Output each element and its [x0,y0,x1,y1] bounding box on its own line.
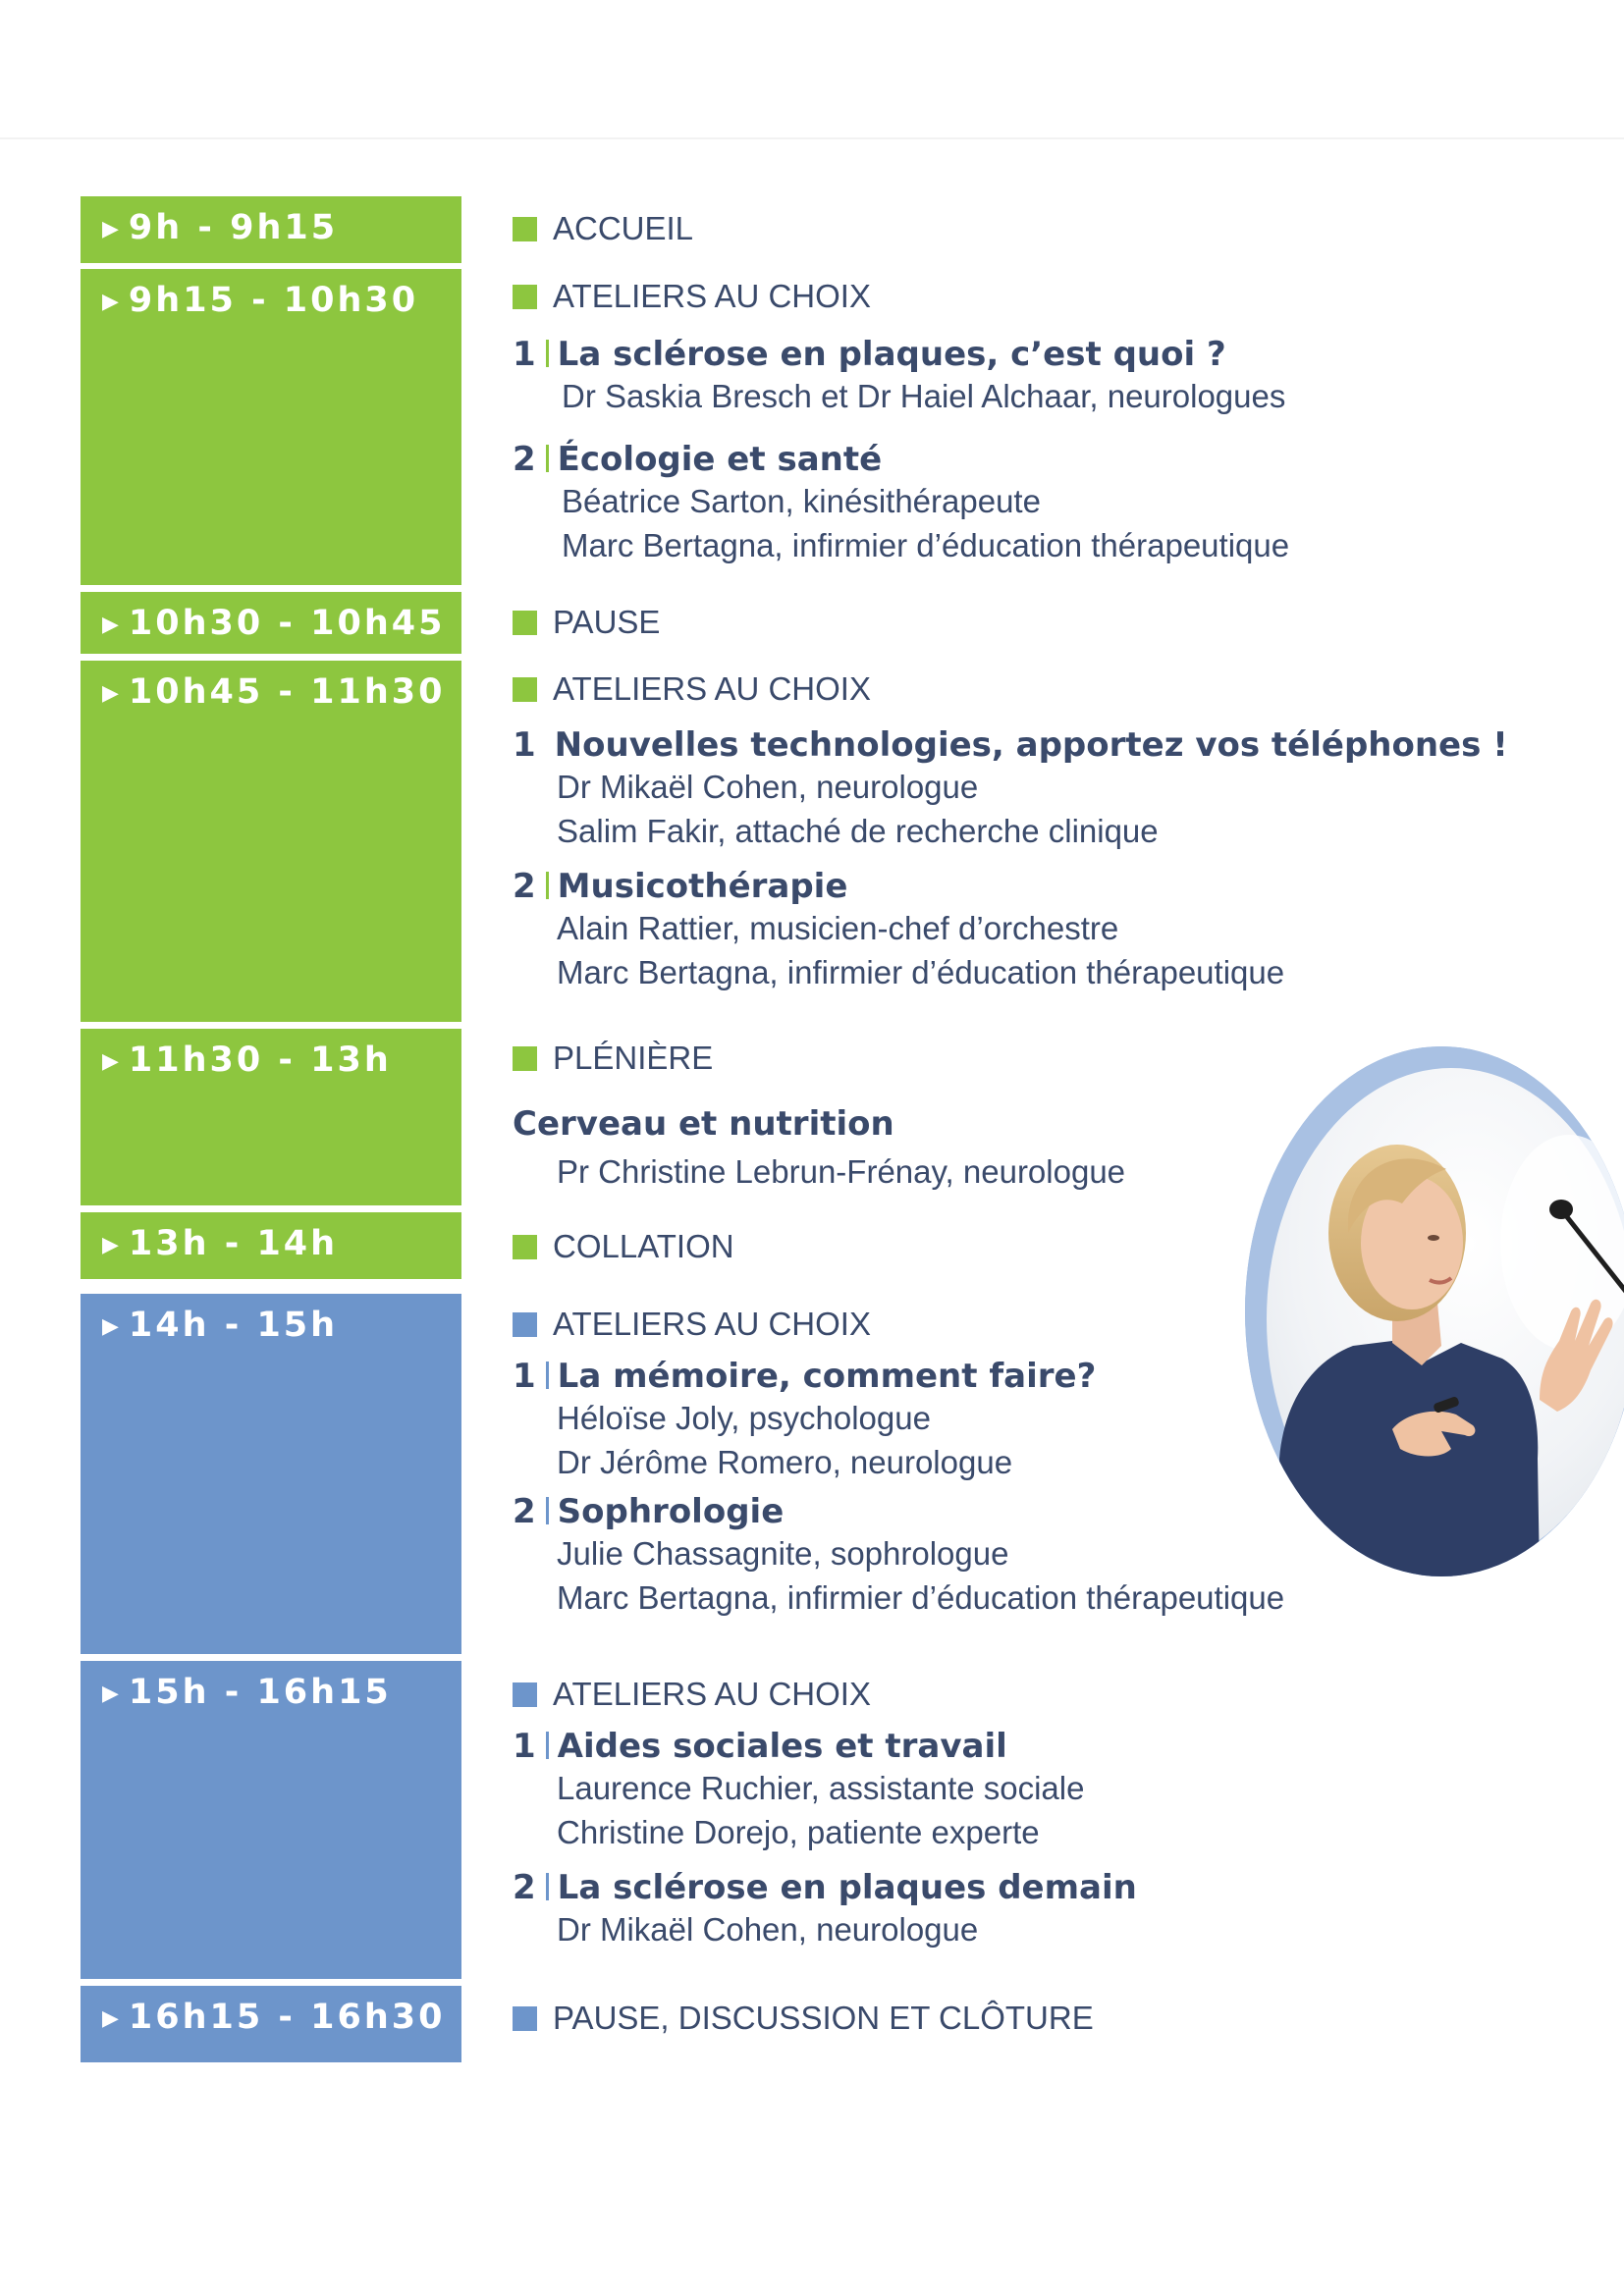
workshop-number: 2 [513,440,536,479]
triangle-right-icon: ▶ [102,2006,119,2031]
workshop-number: 2 [513,1492,536,1531]
program-accueil [513,210,1494,247]
triangle-right-icon: ▶ [102,1682,119,1706]
square-icon [513,1235,537,1259]
triangle-right-icon: ▶ [102,217,119,241]
speaker: Alain Rattier, musicien-chef d’orchestre [557,910,1119,946]
section-title: ATELIERS AU CHOIX [553,278,871,314]
speaker: Dr Saskia Bresch et Dr Haiel Alchaar, neurologues [562,378,1286,414]
speaker: Dr Mikaël Cohen, neurologue [557,769,979,805]
program-ateliers-2 [513,670,1508,994]
time-label: 10h30 - 10h45 [128,604,446,643]
time-slot-1 [81,196,461,263]
workshop-title: Musicothérapie [557,867,848,906]
square-icon [513,1046,537,1071]
top-divider [0,137,1624,139]
speaker: Héloïse Joly, psychologue [557,1400,931,1436]
separator-bar [546,340,549,367]
triangle-right-icon: ▶ [102,613,119,637]
speaker: Dr Jérôme Romero, neurologue [557,1444,1013,1480]
workshop [513,867,1494,994]
time-label: 16h15 - 16h30 [128,1998,446,2037]
workshop-title: Aides sociales et travail [557,1727,1007,1766]
time-slot-8 [81,1661,461,1979]
section-title: PAUSE [553,604,661,640]
program-ateliers-1 [513,278,1494,567]
program-pause [513,604,1494,641]
speaker: Pr Christine Lebrun-Frénay, neurologue [557,1153,1126,1190]
time-label: 10h45 - 11h30 [128,672,446,712]
section-title: ATELIERS AU CHOIX [553,670,871,707]
workshop-title: La sclérose en plaques demain [557,1868,1137,1907]
workshop-title: Sophrologie [557,1492,785,1531]
square-icon [513,2006,537,2031]
speaker: Laurence Ruchier, assistante sociale [557,1770,1085,1806]
time-slot-7 [81,1294,461,1654]
workshop-number: 1 [513,335,536,374]
speaker: Christine Dorejo, patiente experte [557,1814,1040,1850]
time-slot-9 [81,1986,461,2062]
separator-bar [546,1362,549,1389]
speaker: Dr Mikaël Cohen, neurologue [557,1911,979,1948]
workshop-number: 1 [513,1727,536,1766]
speaker: Marc Bertagna, infirmier d’éducation thérapeutique [557,1579,1285,1616]
section-title: PLÉNIÈRE [553,1040,714,1076]
program-cloture [513,2000,1494,2037]
program-ateliers-4 [513,1676,1494,1951]
triangle-right-icon: ▶ [102,290,119,314]
workshop-title: La mémoire, comment faire? [557,1357,1097,1396]
section-title: PAUSE, DISCUSSION ET CLÔTURE [553,2000,1094,2036]
time-label: 14h - 15h [128,1306,339,1345]
time-label: 11h30 - 13h [128,1041,392,1080]
time-label: 9h15 - 10h30 [128,281,419,320]
separator-bar [546,872,549,899]
workshop-title: La sclérose en plaques, c’est quoi ? [557,335,1226,374]
workshop-number: 1 [513,725,536,765]
workshop-title: Écologie et santé [557,440,883,479]
time-label: 13h - 14h [128,1224,339,1263]
workshop [513,725,1508,853]
triangle-right-icon: ▶ [102,1233,119,1257]
square-icon [513,217,537,241]
speaker: Marc Bertagna, infirmier d’éducation thérapeutique [562,527,1290,563]
workshop [513,440,1494,567]
workshop [513,1727,1494,1854]
section-title: ATELIERS AU CHOIX [553,1306,871,1342]
section-title: ATELIERS AU CHOIX [553,1676,871,1712]
speaker-photo [1245,1046,1624,1576]
square-icon [513,611,537,635]
time-slot-5 [81,1029,461,1205]
separator-bar [546,1873,549,1900]
separator-bar [546,445,549,472]
triangle-right-icon: ▶ [102,1314,119,1339]
square-icon [513,1312,537,1337]
time-label: 15h - 16h15 [128,1673,392,1712]
time-slot-3 [81,592,461,654]
plenary-title: Cerveau et nutrition [513,1104,894,1144]
time-label: 9h - 9h15 [128,208,339,247]
triangle-right-icon: ▶ [102,681,119,706]
speaker: Julie Chassagnite, sophrologue [557,1535,1009,1572]
workshop-title: Nouvelles technologies, apportez vos téléphones ! [554,725,1508,765]
square-icon [513,285,537,309]
square-icon [513,677,537,702]
workshop-number: 1 [513,1357,536,1396]
separator-bar [546,1497,549,1524]
triangle-right-icon: ▶ [102,1049,119,1074]
speaker: Béatrice Sarton, kinésithérapeute [562,483,1041,519]
workshop-number: 2 [513,867,536,906]
section-title: ACCUEIL [553,210,694,246]
time-slot-2 [81,269,461,585]
time-slot-4 [81,661,461,1022]
time-slot-6 [81,1212,461,1279]
workshop [513,335,1494,418]
workshop [513,1868,1494,1951]
workshop-number: 2 [513,1868,536,1907]
separator-bar [546,1732,549,1759]
square-icon [513,1682,537,1707]
section-title: COLLATION [553,1228,734,1264]
speaker: Salim Fakir, attaché de recherche clinique [557,813,1159,849]
speaker: Marc Bertagna, infirmier d’éducation thérapeutique [557,954,1285,990]
